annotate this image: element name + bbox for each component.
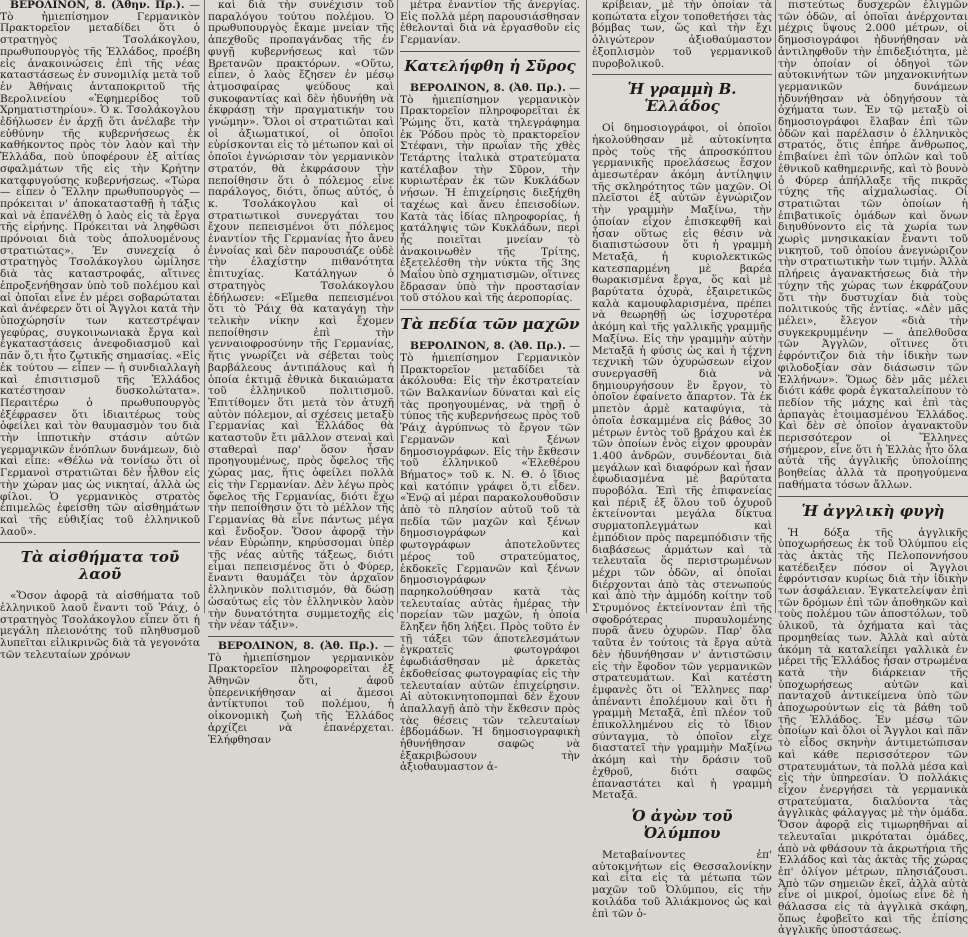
article-text xyxy=(0,0,200,538)
divider xyxy=(400,309,580,310)
section-heading: Τὰ πεδία τῶν μαχῶν xyxy=(400,315,580,334)
section-heading: Τὰ αἰσθήματα τοῦ λαοῦ xyxy=(20,548,180,584)
column-rule xyxy=(204,0,205,613)
divider xyxy=(400,51,580,52)
paragraph: — Τὸ ἡμιεπίσημον γερμανικὸν Πρακτορεῖον πληροφορεῖται ἐξ Ἀθηνῶν ὅτι, ἀφοῦ ὑπερενικήθησαν αἱ ἄμεσοι ἀντίκτυποι τοῦ πολέμου, ἡ οἰκονομικὴ ζωὴ τῆς Ἑλλάδος ἀρχίζει νὰ ἐπανέρχεται. Ἐλήφθησαν xyxy=(208,639,394,746)
column-rule xyxy=(775,0,776,613)
dateline: ΒΕΡΟΛΙΝΟΝ, 8. (Ἀθ. Πρ.). xyxy=(410,340,566,353)
dateline: ΒΕΡΟΛΙΝΟΝ, 8. (Ἀθ. Πρ.). xyxy=(410,81,566,94)
column-1 xyxy=(0,0,200,661)
paragraph: — Τὸ ἡμιεπίσημον Γερμανικὸν Πρακτορεῖον μεταδίδει τὰ ἀκόλουθα: Εἰς τὴν ἐκστρατείαν τῶν Βαλκανίων δύναται καὶ εἰς τὰς προηγουμένας, νὰ τηρῇ ὁ τύπος τῆς κυβερνήσεως πρὸς τοῦ Ῥάιχ ἀγρύπνως τὸ ἔργον τῶν Γερμανῶν καὶ ξένων δημοσιογράφων. Εἰς τὴν ἔκθεσιν τοῦ ἐλληνικοῦ «Ἐλεθέρου Βήματος» τοῦ κ. Ν. Θ. ὁ ἴδιος καὶ κατόπιν γράφει ὅ,τι εἶδεν. «Ἐνῷ αἱ μέραι παρακολουθοῦσιν ἀπὸ τὸ πλησίον αὐτοῦ τοῦ τὰ πεδία τῶν μαχῶν καὶ ξένων δημοσιογράφων καὶ φωτογράφων ἀποτελοῦντες μέρος τοῦ στρατεύματος, ἐκδοκεῖς Γερμανῶν καὶ ξένων δημοσιογράφων παρηκολούθησαν κατὰ τὰς τελευταίας αὐτὰς ἡμέρας τὴν πορείαν τῶν μαχῶν, ἡ ὁποία ἔληξεν ἤδη λήξει. Πρὸς τοῦτο ἐν τῇ τάξει τῶν ἀποτελεσμάτων ἐγκρατεῖς φωτογράφοι ἐφωδιάσθησαν μὲ ἀρκετὰς ἐκδοθείσας φωτογραφίας εἰς τὴν τελευταίαν αὐτῶν ἐπιχείρησιν. Αἱ αὐτοκινητοπομπαὶ δὲν ἔχουν ἀπαλλαγῇ ἀπὸ τὴν ἔκθεσιν πρὸς τὰς θέσεις τῶν τελευταίων ἑβδομάδων. Ἡ δημοσιογραφικὴ ἡθυνήθησαν σαφῶς νὰ ἐξακριβώσουν τὴν ἀξιοθαυμαστον ἀ- xyxy=(400,340,580,774)
dateline: ΒΕΡΟΛΙΝΟΝ, 8. (Ἀθην. Πρ.). xyxy=(10,0,185,11)
paragraph: καὶ διὰ τὴν συνέχισιν τοῦ παραλόγου τούτου πολέμου. Ὁ πρωθυπουργὸς ἔκαμε μνείαν τῆς ἀπεχθοῦς προπαγάνδας τῆς ἐν φυγῇ κυβερνήσεως καὶ τῶν Βρετανῶν πρακτόρων. «Οὕτω, εἶπεν, ὁ λαὸς ἔζησεν ἐν μέσῳ ἀτμοσφαίρας ψεύδους καὶ συκοφαντίας καὶ δὲν ἠδυνήθη νὰ ἐκφράσῃ τὴν πραγματικήν του γνώμην». Ὅλοι οἱ στρατιῶται καὶ οἱ ἀξιωματικοί, οἱ ὁποῖοι εὑρίσκονται εἰς τὸ μέτωπον καὶ οἱ ὁποῖοι ἐγνώρισαν τὸν γερμανικὸν στρατόν, θὰ ἐκφράσουν τὴν πεποίθησιν ὅτι ὁ πόλεμος εἶνε παράλογος, διότι, ὅπως αὐτός, ὁ κ. Τσολάκογλου καὶ οἱ στρατιωτικοὶ συνεργάται του ἔχουν πεπεισμένοι ὅτι πόλεμος ἐναντίον τῆς Γερμανίας ἦτο ἄνευ ἐννοίας καὶ δὲν παρουσιάζε οὐδὲ τὴν ἐλαχίστην πιθανότητα ἐπιτυχίας. Κατάληγων ὁ στρατηγὸς Τσολάκογλου ἐδήλωσεν: «Εἴμεθα πεπεισμένοι ὅτι τὸ Ῥάιχ θὰ καταγάγῃ τὴν τελικὴν νίκην καὶ ἔχομεν πεποίθησιν ἐπὶ τὴν γενναιοφροσύνην τῆς Γερμανίας, ἥτις γνωρίζει νὰ σέβεται τοὺς βαρβάλεους ἀντιπάλους καὶ ἡ ὁποία ἐκτιμᾷ ἐθνικὰ δικαιώματα τοῦ ἑλληνικοῦ πολιτισμοῦ. Ἐπιτίθομεν ὅτι μετὰ τὸν ἀτυχῆ αὐτὸν πόλεμον, αἱ σχέσεις μεταξὺ Γερμανίας καὶ Ἑλλάδος θὰ καταστοῦν ἔτι μᾶλλον στεναὶ καὶ σταθεραὶ παρ' ὅσον ἦσαν προηγουμένως, πρὸς ὄφελος τῆς χώρας μας, ἥτις ὀφείλει πολλὰ εἰς τὴν Γερμανίαν. Δὲν λέγω πρὸς ὄφελος τῆς Γερμανίας, διότι ἔχω τὴν πεποίθησιν ὅτι τὸ μέλλον τῆς Γερμανίας θὰ εἶνε πάντως μέγα καὶ ἔνδοξον. Ὅσον ἀφορᾷ τὴν νέαν Εὐρώπην, κηρύσσομαι ὑπὲρ τῆς νέας αὐτῆς τάξεως, διότι εἶμαι πεπεισμένος ὅτι ὁ Φύρερ, ἔναντι θαυμάζει τὸν ἀρχαῖον ἑλληνικὸν πολιτισμόν, θὰ δώσῃ ὡσαύτως εἰς τὸν ἑλληνικὸν λαὸν τὴν δυνατότητα συμμετοχῆς εἰς τὴν νέαν τάξιν». xyxy=(208,0,394,632)
divider xyxy=(0,542,200,543)
paragraph: πιστεύτως δυσχερῶν ἑλιγμῶν τῶν ὁδῶν, αἱ ὁποῖαι ἀνέρχονται μέχρις ὕψους 2.000 μέτρων, οἱ δημοσιογράφοι ἠδυνήθησαν νὰ ἀντιληφθοῦν τὴν ἐπιδεξιότητα, μὲ τὴν ὁποίαν οἱ ὁδηγοὶ τῶν αὐτοκινήτων τῶν μηχανοκινήτων γερμανικῶν δυνάμεων ἠδυνήθησαν νὰ ὁδηγήσουν τὰ ὀχήματα των. Ἐν τῷ μεταξὺ οἱ δημοσιογράφοι ἔλαβαν ἐπὶ τῶν ὁδῶν καὶ παρέλασιν ὁ ἑλληνικὸς στρατός, ὅτις ἐπήρε ἄνθρωπος, ἐπιβαίνει ἐπὶ τῶν ὁπλῶν καὶ τοῦ ἐθνικοῦ καθημερινῆς, καὶ τὸ βουνὸ ὁ Φύρερ ἀπήλλαξε τῆς πικρᾶς τύχης τῆς αἰχμαλωσίας. Οἱ στρατιῶται τῶν ὁποίων ἡ ἐπιβατικοῖς ὁμάδων καὶ ὅνων διηυθύνοντο εἰς τὰ χωρία των χωρὶς μνησικακίαν ἔναντι τοῦ νικητοῦ, τοῦ ὁποίου ἀνεγνώριζον τὴν στρατιωτικὴν των τιμήν. Ἀλλὰ πλήρεις ἀγανακτήσεως διὰ τὴν τύχην τῆς χώρας των ἐκφράζουν ὅτι τὴν δυστυχίαν διὰ τοὺς πολιτικούς τῆς ἐντίας. «Δὲν μᾶς μέλει», ἔλεγον «διὰ τὴν συγκεκρυμμένην — ἀπελθοῦσα τῶν Ἀγγλῶν, οἵτινες ὅτι ἐφρόντιζον διὰ τὴν ἰδικὴν των φιλοδοξίαν σὰν διάσωσιν τῶν Ἑλλήνων». Ὅμως δὲν μᾶς μέλει διότι κάθε φορὰ ἐγκαταλείπουν τὸ πεδίον τῆς μάχης καὶ ἐπὶ τὰς ἁρπαγὰς ἑτοιμασμένου Ἑλλάδος. Καὶ δὲν σὲ ὁποῖον ἀγανακτοῦν περισσότερον οἱ Ἕλληνες σήμερον, εἶνε ὅτι ἡ Ἑλλὰς ἦτο ὅλα αὐτὰ τῆς ἀγγλικῆς ὑπολοίπης βοηθείας ἀλλὰ τὰ προηγούμενα παθήματα τόσων ἄλλων. xyxy=(778,0,968,491)
paragraph: Μεταβαίνοντες ἐπ' αὐτοκινήτων εἰς Θεσσαλονίκην καὶ εἶτα εἰς τὰ μέτωπα τῶν μαχῶν τοῦ Ὀλύμπου, εἰς τὴν κοιλάδα τοῦ Ἁλιάκμονος ὡς καὶ ἐπὶ τῶν ὁ- xyxy=(592,849,772,920)
column-2 xyxy=(208,0,394,746)
column-rule xyxy=(397,0,398,613)
paragraph: Οἱ δημοσιογράφοι, οἱ ὁποῖοι ἠκολούθησαν μὲ αὐτοκίνητα πρὸς τοὺς τῆς ἀπροσκόπτου γερμανικῆς προελάσεως ἔσχον ἀμεσωτέραν ἀκόμη ἀντίληψιν τῆς σκληρότητος τῶν μαχῶν. Οἱ πλεῖστοι ἐξ αὐτῶν ἐγνώριζον τὴν γραμμὴν Μαξίνω, τὴν ὁποίαν εἶχον ἐπισκεφθῆ καὶ ἦσαν οὕτως εἰς θέσιν νὰ διαπιστώσουν ὅτι ἡ γραμμὴ Μεταξᾶ, ἡ κυριολεκτικῶς κατεσπαρμένη μὲ βαρέα θωρακισμένα ἔργα, ὅς καὶ μὲ βαρύτατα ὀχυρὰ, ἐξαιρετικῶς καλὰ καμουφλαρισμένα, πρέπει νὰ θεωρηθῇ ὡς ἰσχυροτέρα ἀκόμη καὶ τῆς γαλλικῆς γραμμῆς Μαξίνω. Εἰς τὴν γραμμὴν αὐτὴν Μεταξᾶ ἡ φύσις ὡς καὶ ἡ τέχνη τεχνικὴ τῶν ὀχυρώσεων εἶχον συνεργασθῆ διὰ νὰ δημιουργήσουν ἓν ἔργον, τὸ ὁποῖον ἐφαίνετο ἄπαρτον. Τὰ ἐκ μπετὸν ἀρμὲ καταφύγια, τὰ ὁποῖα ἐσκαμμένα εἰς βάθος 30 μέτρων ἐντὸς τοῦ βράχου καὶ ἐκ τῶν ὁποίων ἐνὸς εἶχον φρουρὰν 1.400 ἀνδρῶν, συνδέονται διὰ μεγάλων καὶ διαφόρων καὶ ἦσαν ἐφωδιασμένα μὲ βαρύτατα πυροβόλα. Ἐπὶ τῆς ἐπιφανείας καὶ πέριξ ἐξ ὅλου τοῦ ὀχυροῦ ἐκτείνονται μεγάλα δίκτυα συρματοπλεγμάτων καὶ ἐμπόδιον πρὸς παρεμπόδισιν τῆς διαβάσεως ἁρμάτων καὶ τὰ τελευταῖα ὅς περιστρωμένων μέχρι τῶν ὁδῶν, αἱ ὁποῖαι διέρχονται ἀπὸ τὰς στενωπούς καὶ ἀπὸ τὴν ἀμμόδη κοίτην τοῦ Στρυμόνος ἐκτείνονταν ἐπὶ τῆς σφοδρότερας πυραυλομένης πυρᾶ ἄνευ ὀχυρῶν. Παρ' ὅλα ταῦτα ἐν τούτοις τὰ ἔργα αὐτὰ δὲν ἠδυνήθησαν ν' ἀντιστῶσιν εἰς τὴν ἔφοδον τῶν γερμανικῶν στρατευμάτων. Καὶ κατέστη ἐμφανὲς ὅτι οἱ Ἕλληνες παρ' ἀπέναντι ἐπολέμουν καὶ ὅτι ἡ γραμμὴ Μεταξᾶ, ἐπὶ πλέον τοῦ ἐπικολλημένου εἰς τὸ ἴδιον σύνταγμα, τὸ ὁποῖον εἶχε διαστατεῖ τὴν γραμμὴν Μαξίνω ἀκόμη καὶ τὴν δράσιν τοῦ ἐχθροῦ, διότι σαφῶς ἐπαναστάτει καὶ ἡ γραμμὴ Μεταξᾶ. xyxy=(592,122,772,802)
paragraph: — Τὸ ἡμιεπίσημον γερμανικὸν Πρακτορεῖον πληροφορεῖται ἐκ Ῥώμης ὅτι, κατὰ τηλεγράφημα ἐκ Ῥόδου πρὸς τὸ πρακτορεῖον Στέφανι, τὴν πρωΐαν τῆς χθὲς Τετάρτης ἰταλικὰ στρατεύματα κατέλαβον τὴν Σῦρον, τὴν κυριωτέραν ἐκ τῶν Κυκλάδων νήσων. Ἡ ἐπιχείρησις διεξήχθη ταχέως καὶ ἄνευ ἐπεισοδίων. Κατὰ τὰς ἰδίας πληροφορίας, ἡ κατάληψις τῶν Κυκλάδων, περὶ ἧς ποιεῖται μνείαν τὸ ἀνακοινωθὲν τῆς Τρίτης, ἐξετελέσθη τὴν νύκτα τῆς 3ης Μαΐου ὑπὸ σχηματισμῶν, οἵτινες ἔδρασαν ὑπὸ τὴν προστασίαν τοῦ στόλου καὶ τῆς ἀεροπορίας. xyxy=(400,81,580,305)
article-text xyxy=(400,341,580,774)
dateline: ΒΕΡΟΛΙΝΟΝ, 8. (Ἀθ. Πρ.). xyxy=(218,639,379,652)
article-text xyxy=(208,641,394,746)
column-3 xyxy=(400,0,580,774)
paragraph: «Ὅσον ἀφορᾷ τὰ αἰσθήματα τοῦ ἑλληνικοῦ λαοῦ ἔναντι τοῦ Ῥάιχ, ὁ στρατηγὸς Τσολάκογλου εἶπεν ὅτι ἡ μεγάλη πλειονότης τοῦ πληθυσμοῦ λυπεῖται εἰλικρινῶς διὰ τὰ γεγονότα τῶν τελευταίων χρόνων xyxy=(0,590,200,661)
paragraph: κρίβειαν, μὲ τὴν ὁποίαν τὰ κοπώτατα εἶχον τοποθετήσει τὰς βόμβας των, ὥς καὶ τὴν ἔχι ὀλιγώτερον ἀξιοθαύμαστον ἐξοπλισμὸν τοῦ γερμανικοῦ πυροβολικοῦ. xyxy=(592,0,772,70)
divider xyxy=(592,74,772,75)
column-rule xyxy=(586,0,587,613)
section-heading: Ἡ ἀγγλικὴ φυγὴ xyxy=(801,501,945,520)
divider xyxy=(208,636,394,637)
divider xyxy=(778,496,968,497)
section-heading: Ἡ γραμμὴ Β. Ἑλλάδος xyxy=(627,80,737,116)
section-heading: Κατελήφθη ἡ Σῦρος xyxy=(404,56,576,75)
section-heading: Ὁ ἀγὼν τοῦ Ὀλύμπου xyxy=(631,807,733,842)
column-5 xyxy=(778,0,968,937)
paragraph: Ἡ δόξα τῆς ἀγγλικῆς ὑποχωρήσεως ἐκ τοῦ Ὀλύμπου εἰς τὰς ἀκτὰς τῆς Πελοποννήσου κατέδειξεν πόσον οἱ Ἄγγλοι ἐφρόντισαν κυρίως διὰ τὴν ἰδικὴν των ἀσφάλειαν. Ἐγκατελείψαν ἐπὶ τῶν δρόμων ἐπὶ τῶν ἀποθηκῶν καὶ τοὺς πολέμου τῶν ἀποστόλων, τοῦ ὑλικοῦ, τὰ ὀχήματα καὶ τὰς προμηθείας των. Ἀλλὰ καὶ αὐτὰ ἀκόμη τὰ καταλείπει γαλλικὰ ἐν μέρει τῆς Ἑλλάδος ἦσαν στρωμένα κατὰ τὴν διάρκειαν τῆς ὑποχωρήσεως αὐτῶν καὶ πανταχοῦ ἀντικείμενα ὑπὸ τῶν ἀποχωρούντων εἰς τὰ βάθη τοῦ τῆς Ἑλλάδος. Ἐν μέσῳ τῶν ὁποίων καὶ ὅλοι οἱ Ἄγγλοι καὶ πᾶν τὸ εἶδος σκηνὴν ἀντιμετώπισαν καὶ κάθε περισσότερον τῶν στρατευμάτων, τὰ πολλὰ μέσα καὶ εἰς τὴν ὑπηρεσίαν. Ὁ πολλάκις εἶχον ἐνεργήσει τὰ γερμανικὰ στρατεύματα, διαλύοντα τὰς ἀγγλικὰς φάλαγγας μὲ τὴν ὁμάδα. Ὅσον ἀφορᾷ εἰς τιμωρηθῆναι αἱ τελευταῖαι μικρόταται ὁμάδες, ἀπὸ νὰ φθάσουν τὰ ἀκρωτήρια τῆς Ἑλλάδος καὶ τὰς ἀκτὰς τῆς χώρας ἐπ' ὀλίγον μέτρων, πλησιάζουσι. Ἀπὸ τῶν σημειῶν ἐκεῖ, ἀλλὰ αὐτὰ εἶνε οἱ μικροί, ὁμοίως εἶνε δὲ ἡ θάλασσα εἰς τὰ ἀγγλικὰ σκάφη, ὅπως ἐφοβεῖτο καὶ τῆς ἐπίσης ἀγγλικῆς ὑποστάσεως. xyxy=(778,526,968,937)
column-4 xyxy=(592,0,772,920)
paragraph: μέτρα ἐναντίον τῆς ἀνεργίας. Εἰς πολλὰ μέρη παρουσιάσθησαν ἐθελονταὶ διὰ νὰ ἐργασθοῦν εἰς Γερμανίαν. xyxy=(400,0,580,47)
paragraph: — Τὸ ἡμιεπίσημον Γερμανικὸν Πρακτορεῖον μεταδίδει ὅτι ὁ στρατηγὸς Τσολάκογλου, πρωθυπουργὸς τῆς Ἑλλάδος, προέβη εἰς ἀνακοινώσεις ἐπὶ τῆς νέας καταστάσεως ἐν συνομιλίᾳ μετὰ τοῦ ἐν Ἀθήναις ἀνταποκριτοῦ τῆς Βερολινείου «Ἐφημερίδος τοῦ Χρηματιστηρίου». Ὁ κ. Τσολάκογλου ἐδήλωσεν ἐν ἀρχῇ ὅτι ἀνέλαβε τὴν εὐθύνην τῆς κυβερνήσεως ἐκ καθήκοντος πρὸς τὸν λαὸν καὶ τὴν Ἑλλάδα, ποὺ ὑποφέρουν ἐξ αἰτίας σφαλμάτων τῆς εἰς τὴν Κρήτην καταφυγούσης κυβερνήσεως. «Τώρα — εἶπεν ὁ Ἕλλην πρωθυπουργὸς — πρόκειται ν' ἀποκατασταθῇ ἡ τάξις καὶ νὰ ἐπανέλθῃ ὁ λαὸς εἰς τὰ ἔργα τῆς εἰρήνης. Πρόκειται νὰ ληφθῶσι πρόνοιαι διὰ τοὺς ἀπολυομένους στρατιώτας». Ἐν συνεχείᾳ ὁ στρατηγὸς Τσολάκογλου ὡμίλησε διὰ τὰς καταστροφάς, αἵτινες ἐπροξενήθησαν ὑπὸ τοῦ πολέμου καὶ αἱ ὁποῖαι εἶνε ἐν μέρει σοβαρώταται καὶ ἀνέφερεν ὅτι οἱ Ἄγγλοι κατὰ τὴν ὑποχώρησίν των κατεστρέψαν γεφύρας, συγκοινωνιακὰ ἔργα καὶ ἐγκαταστάσεις ἀνεφοδιασμοῦ καὶ πᾶν ὅ,τι ἦτο ζωτικῆς σημασίας. «Εἰς ἐκ τούτου — εἶπεν — ἡ συνδιαλλαγὴ καὶ ἐπισιτισμοῦ τῆς Ἑλλάδος κατέστησαν δυσκολώτατα». Περαιτέρω ὁ πρωθυπουργὸς ἐξέφρασεν ὅτι ἰδιαιτέρως τοὺς ὀφείλει καὶ τὸν θαυμασμὸν του διὰ τὴν ἱπποτικὴν στάσιν αὐτῶν γερμανικῶν ἐνόπλων δυνάμεων, διὸ καὶ εἶπε: «Θέλω νὰ τονίσω ὅτι οἱ Γερμανοὶ στρατιῶται δὲν ἦλθον εἰς τὴν χώραν μας ὡς νικηταί, ἀλλὰ ὡς φίλοι. Ὁ γερμανικὸς στρατὸς ἐπιμελῶς ἐφείσθη τῶν αἰσθημάτων καὶ τῆς εὐθιξίας τοῦ ἑλληνικοῦ λαοῦ». xyxy=(0,0,200,538)
article-text xyxy=(400,83,580,305)
